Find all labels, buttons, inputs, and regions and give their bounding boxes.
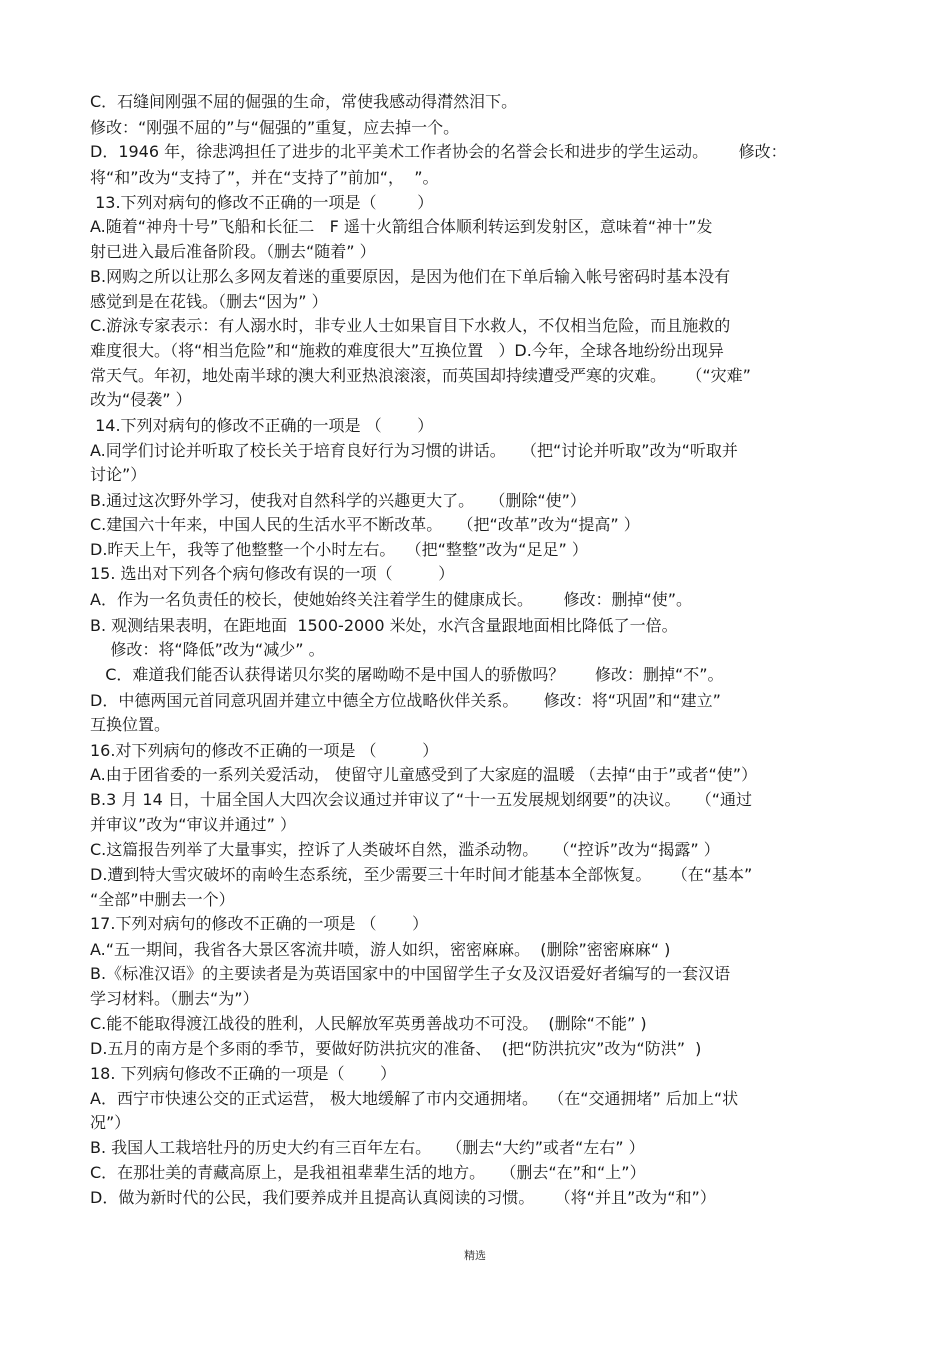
- text-line: 修改：“刚强不屈的”与“倔强的”重复，应去掉一个。: [90, 118, 460, 137]
- text-line: D.昨天上午，我等了他整整一个小时左右。 （把“整整”改为“足足” ）: [90, 540, 588, 559]
- text-line: 讨论”）: [90, 465, 147, 484]
- text-line: C.能不能取得渡江战役的胜利，人民解放军英勇善战功不可没。 (删除“不能” ): [90, 1014, 647, 1033]
- text-line: 13.下列对病句的修改不正确的一项是（ ）: [90, 193, 434, 212]
- text-line: B.《标准汉语》的主要读者是为英语国家中的中国留学生子女及汉语爱好者编写的一套汉语: [90, 964, 731, 983]
- text-line: D．中德两国元首同意巩固并建立中德全方位战略伙伴关系。 修改：将“巩固”和“建立”: [90, 691, 721, 710]
- text-line: 常天气。年初，地处南半球的澳大利亚热浪滚滚，而英国却持续遭受严寒的灾难。 （“灾难”: [90, 366, 751, 385]
- text-line: 况”）: [90, 1113, 131, 1132]
- text-line: B.网购之所以让那么多网友着迷的重要原因，是因为他们在下单后输入帐号密码时基本没有: [90, 267, 731, 286]
- text-line: 互换位置。: [90, 715, 171, 734]
- text-line: A.由于团省委的一系列关爱活动， 使留守儿童感受到了大家庭的温暖 （去掉“由于”或者“使”）: [90, 765, 758, 784]
- text-line: C．石缝间刚强不屈的倔强的生命，常使我感动得潸然泪下。: [90, 92, 518, 111]
- text-line: “全部”中删去一个）: [90, 890, 235, 909]
- text-line: C.游泳专家表示：有人溺水时，非专业人士如果盲目下水救人，不仅相当危险，而且施救的: [90, 316, 731, 335]
- text-line: B.3 月 14 日，十届全国人大四次会议通过并审议了“十一五发展规划纲要”的决议。 （“通过: [90, 790, 752, 809]
- text-line: 16.对下列病句的修改不正确的一项是 （ ）: [90, 741, 439, 760]
- text-line: A．作为一名负责任的校长，使她始终关注着学生的健康成长。 修改：删掉“使”。: [90, 590, 693, 609]
- text-line: C．难道我们能否认获得诺贝尔奖的屠呦呦不是中国人的骄傲吗？ 修改：删掉“不”。: [90, 665, 724, 684]
- text-line: 15. 选出对下列各个病句修改有误的一项（ ）: [90, 564, 455, 583]
- text-line: B.通过这次野外学习，使我对自然科学的兴趣更大了。 （删除“使”）: [90, 491, 586, 510]
- text-line: 修改：将“降低”改为“减少” 。: [90, 640, 325, 659]
- text-line: 射已进入最后准备阶段。（删去“随着” ）: [90, 242, 376, 261]
- text-line: D．做为新时代的公民，我们要养成并且提高认真阅读的习惯。 （将“并且”改为“和”）: [90, 1188, 716, 1207]
- text-line: 将“和”改为“支持了”，并在“支持了”前加“， ”。: [90, 168, 439, 187]
- text-line: C．在那壮美的青藏高原上，是我祖祖辈辈生活的地方。 （删去“在”和“上”）: [90, 1163, 646, 1182]
- text-line: C.建国六十年来，中国人民的生活水平不断改革。 （把“改革”改为“提高” ）: [90, 515, 640, 534]
- text-line: B. 观测结果表明，在距地面 1500-2000 米处，水汽含量跟地面相比降低了一倍。: [90, 616, 678, 635]
- text-line: B. 我国人工栽培牡丹的历史大约有三百年左右。 （删去“大约”或者“左右” ）: [90, 1138, 645, 1157]
- text-line: 18. 下列病句修改不正确的一项是（ ）: [90, 1064, 397, 1083]
- text-line: 并审议”改为“审议并通过” ）: [90, 815, 296, 834]
- text-line: A.“五一期间，我省各大景区客流井喷，游人如织，密密麻麻。 (删除”密密麻麻“ ): [90, 940, 671, 959]
- text-line: 17.下列对病句的修改不正确的一项是 （ ）: [90, 914, 429, 933]
- page-footer: 精选: [464, 1249, 486, 1262]
- text-line: 14.下列对病句的修改不正确的一项是 （ ）: [90, 416, 434, 435]
- text-line: 感觉到是在花钱。（删去“因为” ）: [90, 292, 328, 311]
- text-line: D．1946 年，徐悲鸿担任了进步的北平美术工作者协会的名誉会长和进步的学生运动。 修改：: [90, 142, 787, 161]
- text-line: D.遭到特大雪灾破坏的南岭生态系统，至少需要三十年时间才能基本全部恢复。 （在“基本”: [90, 865, 753, 884]
- text-line: 改为“侵袭” ）: [90, 390, 192, 409]
- text-line: 学习材料。（删去“为”）: [90, 989, 259, 1008]
- text-line: D.五月的南方是个多雨的季节，要做好防洪抗灾的准备、 (把“防洪抗灾”改为“防洪” ): [90, 1039, 702, 1058]
- text-line: A．西宁市快速公交的正式运营， 极大地缓解了市内交通拥堵。 （在“交通拥堵” 后加上“状: [90, 1089, 739, 1108]
- text-line: C.这篇报告列举了大量事实，控诉了人类破坏自然，滥杀动物。 （“控诉”改为“揭露” ）: [90, 840, 720, 859]
- text-line: A.同学们讨论并听取了校长关于培育良好行为习惯的讲话。 （把“讨论并听取”改为“听取并: [90, 441, 738, 460]
- text-line: 难度很大。（将“相当危险”和“施救的难度很大”互换位置 ）D.今年，全球各地纷纷出现异: [90, 341, 724, 360]
- text-line: A.随着“神舟十号”飞船和长征二 F 遥十火箭组合体顺利转运到发射区，意味着“神十”发: [90, 217, 713, 236]
